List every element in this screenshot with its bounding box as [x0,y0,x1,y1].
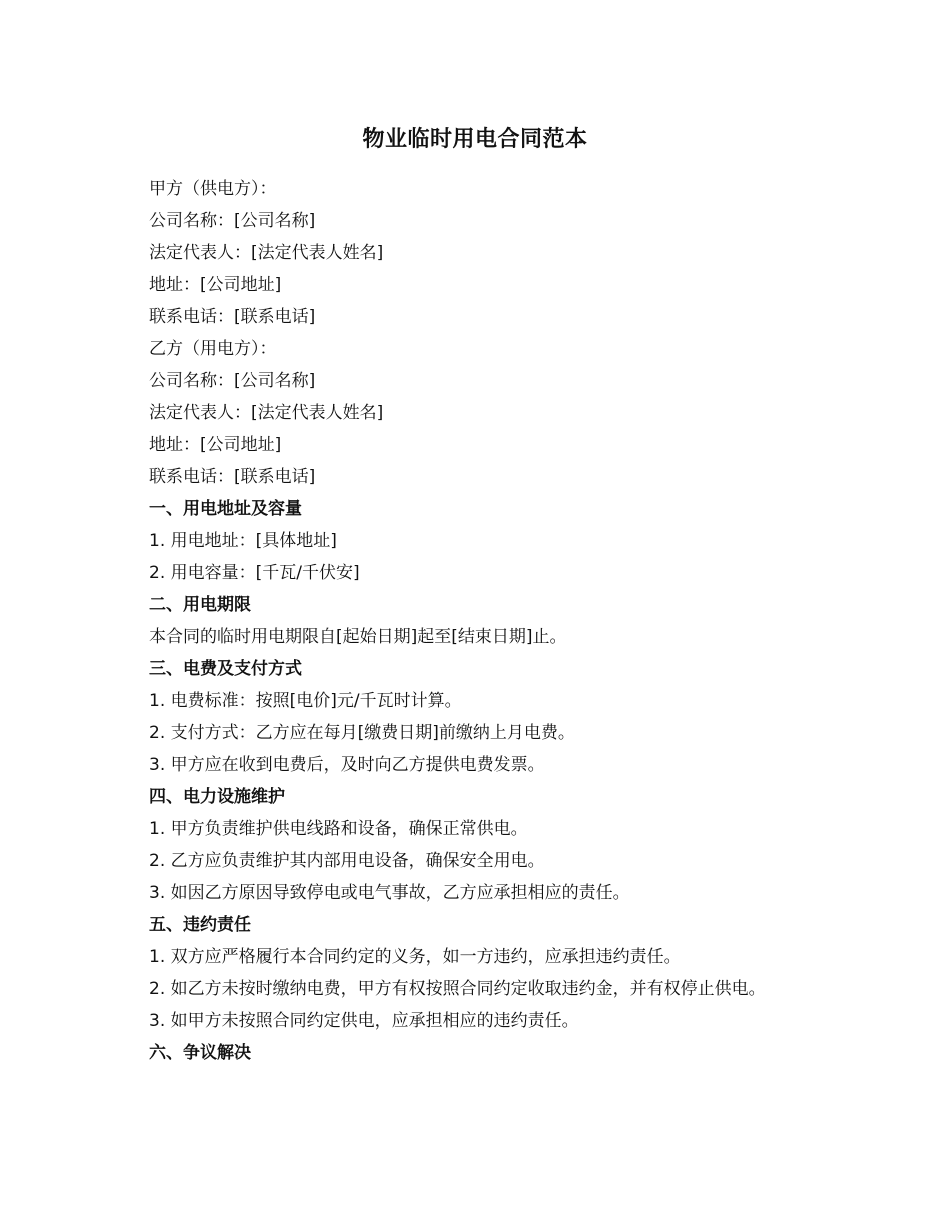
section-item: 2. 支付方式：乙方应在每月[缴费日期]前缴纳上月电费。 [149,723,575,743]
section-item: 2. 如乙方未按时缴纳电费，甲方有权按照合同约定收取违约金，并有权停止供电。 [149,979,766,999]
party-a-representative: 法定代表人：[法定代表人姓名] [149,243,384,263]
section-heading-liability: 五、违约责任 [149,915,251,935]
party-a-company: 公司名称：[公司名称] [149,211,316,231]
party-b-header: 乙方（用电方）： [149,339,277,359]
section-item: 3. 如甲方未按照合同约定供电，应承担相应的违约责任。 [149,1011,579,1031]
party-a-address: 地址：[公司地址] [149,275,282,295]
section-item: 3. 如因乙方原因导致停电或电气事故，乙方应承担相应的责任。 [149,883,630,903]
document-body [149,173,869,1069]
section-heading-usage: 一、用电地址及容量 [149,499,302,519]
section-heading-maintenance: 四、电力设施维护 [149,787,285,807]
section-item: 本合同的临时用电期限自[起始日期]起至[结束日期]止。 [149,627,567,647]
section-heading-term: 二、用电期限 [149,595,251,615]
party-a-header: 甲方（供电方）： [149,179,277,199]
section-heading-dispute: 六、争议解决 [149,1043,251,1063]
section-item: 2. 用电容量：[千瓦/千伏安] [149,563,360,583]
section-item: 1. 双方应严格履行本合同约定的义务，如一方违约，应承担违约责任。 [149,947,681,967]
section-item: 3. 甲方应在收到电费后，及时向乙方提供电费发票。 [149,755,545,775]
party-a-phone: 联系电话：[联系电话] [149,307,316,327]
party-b-address: 地址：[公司地址] [149,435,282,455]
party-b-phone: 联系电话：[联系电话] [149,467,316,487]
section-item: 2. 乙方应负责维护其内部用电设备，确保安全用电。 [149,851,545,871]
section-item: 1. 电费标准：按照[电价]元/千瓦时计算。 [149,691,462,711]
section-item: 1. 甲方负责维护供电线路和设备，确保正常供电。 [149,819,528,839]
party-b-company: 公司名称：[公司名称] [149,371,316,391]
document-title: 物业临时用电合同范本 [362,127,588,152]
section-item: 1. 用电地址：[具体地址] [149,531,337,551]
party-b-representative: 法定代表人：[法定代表人姓名] [149,403,384,423]
section-heading-fees: 三、电费及支付方式 [149,659,302,679]
